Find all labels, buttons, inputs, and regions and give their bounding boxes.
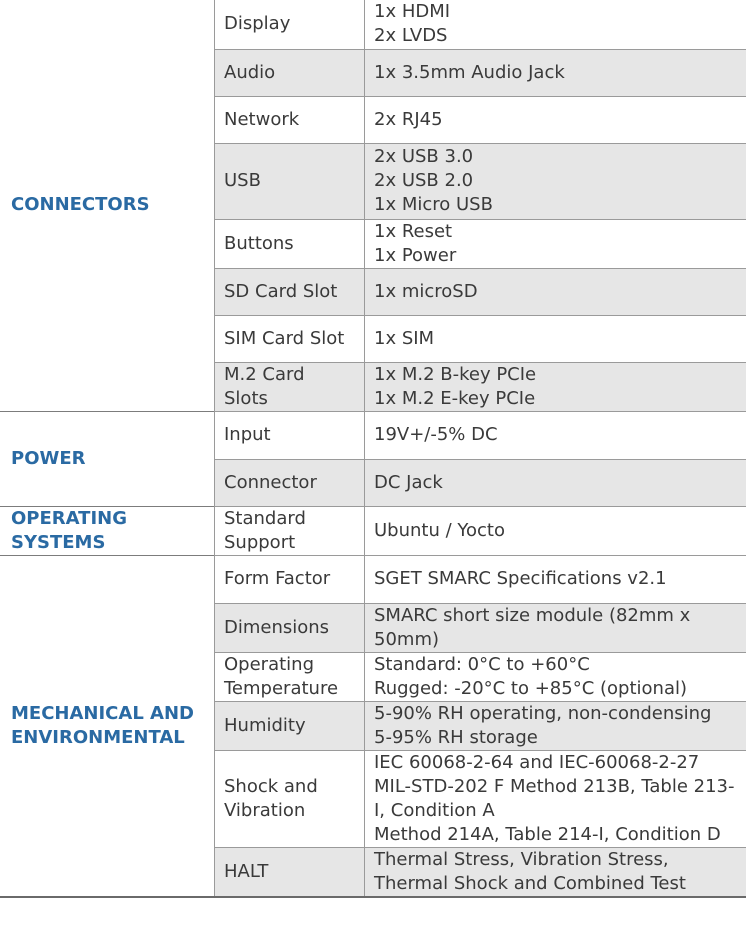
cell-text-line: DC Jack [374, 471, 443, 493]
cell-text-line: HALT [224, 860, 269, 882]
cell-text-line: 1x HDMI [374, 1, 451, 23]
cell-text-line: Vibration [224, 799, 306, 821]
cell-text-line: SMARC short size module (82mm x [374, 604, 691, 626]
section-title [0, 411, 215, 506]
spec-value [365, 96, 747, 143]
cell-text-line: SD Card Slot [224, 280, 338, 302]
spec-value [365, 652, 747, 701]
spec-row [0, 506, 746, 555]
spec-value [365, 603, 747, 652]
spec-value [365, 750, 747, 847]
cell-text-line: SYSTEMS [11, 531, 106, 553]
spec-row [0, 555, 746, 603]
cell-text-line: 1x M.2 E-key PCIe [374, 387, 536, 409]
spec-label [215, 459, 365, 506]
cell-text-line: 2x RJ45 [374, 108, 443, 130]
spec-value [365, 0, 747, 49]
spec-label [215, 315, 365, 362]
spec-label [215, 555, 365, 603]
spec-label [215, 362, 365, 411]
spec-label [215, 0, 365, 49]
cell-text-line: Slots [224, 387, 268, 409]
cell-text-line: Rugged: -20°C to +85°C (optional) [374, 677, 687, 699]
spec-label [215, 143, 365, 219]
cell-text-line: 2x USB 2.0 [374, 170, 474, 191]
spec-value [365, 506, 747, 555]
spec-label [215, 506, 365, 555]
cell-text-line: Shock and [224, 775, 318, 797]
cell-text-line: Buttons [224, 232, 294, 254]
section-title [0, 0, 215, 411]
spec-label [215, 847, 365, 897]
spec-row [0, 411, 746, 459]
cell-text-line: 1x Power [374, 244, 457, 266]
cell-text-line: Humidity [224, 714, 306, 736]
cell-text-line: Thermal Stress, Vibration Stress, [374, 848, 669, 870]
cell-text-line: Support [224, 531, 296, 553]
cell-text-line: POWER [11, 447, 86, 469]
spec-value [365, 268, 747, 315]
cell-text-line: 1x SIM [374, 327, 435, 349]
spec-value [365, 555, 747, 603]
cell-text-line: M.2 Card [224, 363, 305, 385]
cell-text-line: 1x Reset [374, 220, 453, 242]
spec-value [365, 459, 747, 506]
cell-text-line: Standard [224, 507, 306, 529]
cell-text-line: Ubuntu / Yocto [374, 519, 505, 541]
section-title [0, 506, 215, 555]
cell-text-line: Audio [224, 61, 276, 83]
spec-label [215, 49, 365, 96]
cell-text-line: Operating [224, 653, 314, 675]
cell-text-line: Temperature [224, 677, 339, 699]
cell-text-line: 19V+/-5% DC [374, 424, 498, 445]
spec-value [365, 143, 747, 219]
spec-label [215, 701, 365, 750]
cell-text-line: Dimensions [224, 616, 330, 638]
cell-text-line: Method 214A, Table 214-I, Condition D [374, 823, 721, 845]
spec-value [365, 847, 747, 897]
spec-value [365, 701, 747, 750]
cell-text-line: Input [224, 424, 271, 445]
cell-text-line: I, Condition A [374, 799, 495, 821]
cell-text-line: Network [224, 108, 300, 130]
cell-text-line: Thermal Shock and Combined Test [374, 872, 686, 894]
spec-label [215, 652, 365, 701]
cell-text-line: MECHANICAL AND [11, 702, 194, 724]
cell-text-line: SIM Card Slot [224, 327, 345, 349]
cell-text-line: Display [224, 13, 291, 35]
spec-value [365, 362, 747, 411]
spec-label [215, 750, 365, 847]
cell-text-line: 2x USB 3.0 [374, 146, 474, 167]
spec-value [365, 411, 747, 459]
spec-label [215, 268, 365, 315]
cell-text-line: 1x M.2 B-key PCIe [374, 363, 537, 385]
cell-text-line: 50mm) [374, 628, 439, 650]
spec-label [215, 603, 365, 652]
cell-text-line: Connector [224, 471, 317, 493]
spec-value [365, 49, 747, 96]
cell-text-line: 5-95% RH storage [374, 726, 538, 748]
spec-value [365, 315, 747, 362]
cell-text-line: 5-90% RH operating, non-condensing [374, 702, 712, 724]
cell-text-line: MIL-STD-202 F Method 213B, Table 213- [374, 775, 735, 797]
spec-row [0, 0, 746, 49]
cell-text-line: Form Factor [224, 568, 331, 589]
cell-text-line: SGET SMARC Specifications v2.1 [374, 568, 667, 589]
cell-text-line: 2x LVDS [374, 25, 448, 47]
cell-text-line: ENVIRONMENTAL [11, 726, 185, 748]
cell-text-line: USB [224, 170, 261, 191]
spec-label [215, 219, 365, 268]
cell-text-line: CONNECTORS [11, 194, 150, 216]
cell-text-line: IEC 60068-2-64 and IEC-60068-2-27 [374, 751, 700, 773]
spec-value [365, 219, 747, 268]
spec-label [215, 96, 365, 143]
cell-text-line: 1x 3.5mm Audio Jack [374, 61, 565, 83]
cell-text-line: 1x Micro USB [374, 194, 493, 215]
section-title [0, 555, 215, 897]
cell-text-line: Standard: 0°C to +60°C [374, 653, 590, 675]
cell-text-line: 1x microSD [374, 280, 478, 302]
spec-label [215, 411, 365, 459]
cell-text-line: OPERATING [11, 507, 127, 529]
